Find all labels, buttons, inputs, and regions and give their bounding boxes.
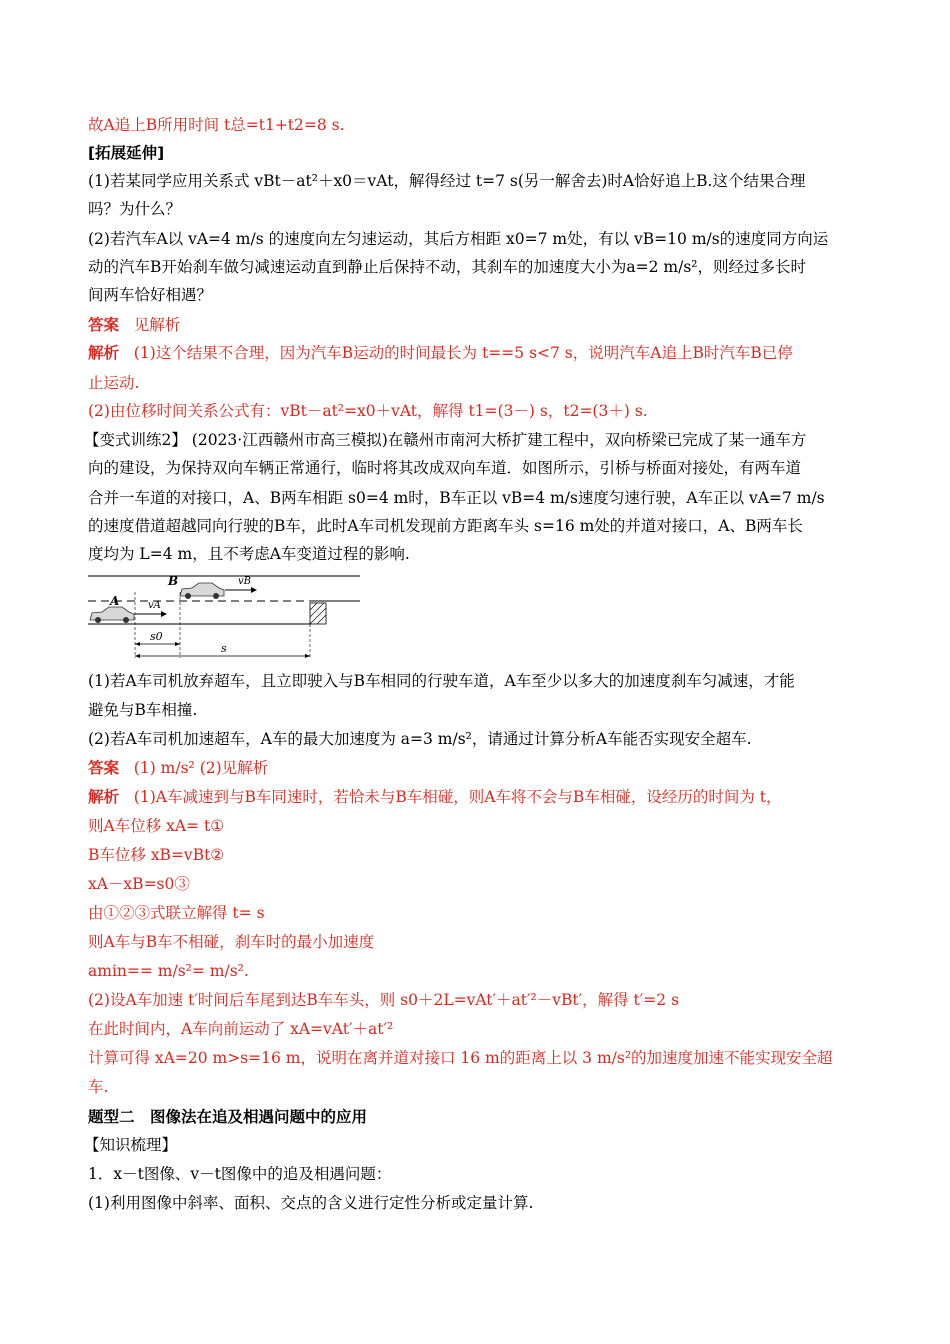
body-line: (1)利用图像中斜率、面积、交点的含义进行定性分析或定量计算. bbox=[88, 1194, 534, 1212]
analysis-line: B车位移 xB=vBt② bbox=[88, 846, 225, 864]
analysis-line: 由①②③式联立解得 t= s bbox=[88, 904, 265, 922]
analysis-text: (1)这个结果不合理，因为汽车B运动的时间最长为 t==5 s<7 s，说明汽车A追上B时汽车B已停 bbox=[133, 344, 793, 362]
question-line: 避免与B车相撞. bbox=[88, 701, 198, 719]
distance-s0-label: s0 bbox=[150, 630, 163, 643]
body-line: 1．x－t图像、v－t图像中的追及相遇问题： bbox=[88, 1165, 392, 1183]
answer-text: 见解析 bbox=[133, 316, 181, 334]
solution-conclusion: 故A追上B所用时间 t总=t1+t2=8 s. bbox=[88, 116, 345, 134]
analysis-line: 止运动. bbox=[88, 374, 140, 392]
analysis-line: 则A车位移 xA= t① bbox=[88, 817, 225, 835]
question-line: (2)若汽车A以 vA=4 m/s 的速度向左匀速运动，其后方相距 x0=7 m处，有以 vB=10 m/s的速度同方向运 bbox=[88, 230, 829, 248]
analysis-line: 则A车与B车不相碰，刹车时的最小加速度 bbox=[88, 933, 375, 951]
answer-text: (1) m/s² (2)见解析 bbox=[133, 759, 269, 777]
subsection-heading: 【知识梳理】 bbox=[84, 1136, 178, 1154]
analysis-label: 解析 bbox=[88, 344, 120, 362]
velocity-a-label: vA bbox=[148, 600, 161, 611]
answer-label: 答案 bbox=[88, 759, 120, 777]
answer-line bbox=[88, 314, 180, 336]
question-line: (1)若某同学应用关系式 vBt－at²＋x0＝vAt，解得经过 t=7 s(另一解舍去)时A恰好追上B.这个结果合理 bbox=[88, 172, 806, 190]
section-heading: 题型二 图像法在追及相遇问题中的应用 bbox=[88, 1108, 368, 1126]
velocity-b-label: vB bbox=[238, 576, 251, 587]
car-b-label: B bbox=[168, 574, 179, 588]
exercise-line: 向的建设，为保持双向车辆正常通行，临时将其改成双向车道．如图所示，引桥与桥面对接处，有两车道 bbox=[88, 459, 802, 477]
distance-s-label: s bbox=[221, 642, 227, 655]
analysis-line bbox=[88, 786, 781, 808]
question-line: 吗？为什么？ bbox=[88, 200, 182, 218]
analysis-line bbox=[88, 342, 793, 364]
analysis-line: 计算可得 xA=20 m>s=16 m，说明在离并道对接口 16 m的距离上以 3 m/s²的加速度加速不能实现安全超 bbox=[88, 1049, 833, 1067]
car-a-icon bbox=[90, 607, 134, 623]
answer-label: 答案 bbox=[88, 316, 120, 334]
question-line: 动的汽车B开始刹车做匀减速运动直到静止后保持不动，其刹车的加速度大小为a=2 m/s²，则经过多长时 bbox=[88, 258, 806, 276]
analysis-text: (1)A车减速到与B车同速时，若恰未与B车相碰，则A车将不会与B车相碰，设经历的时间为 t， bbox=[133, 788, 782, 806]
question-line: (1)若A车司机放弃超车，且立即驶入与B车相同的行驶车道，A车至少以多大的加速度刹车匀减速，才能 bbox=[88, 672, 795, 690]
analysis-line: 在此时间内，A车向前运动了 xA=vAt′＋at′² bbox=[88, 1020, 394, 1038]
exercise-line: 合并一车道的对接口，A、B两车相距 s0=4 m时，B车正以 vB=4 m/s速度匀速行驶，A车正以 vA=7 m/s bbox=[88, 489, 825, 507]
answer-line bbox=[88, 757, 268, 779]
analysis-line: amin== m/s²= m/s². bbox=[88, 962, 249, 980]
car-b-icon bbox=[180, 583, 224, 599]
car-a-label: A bbox=[110, 594, 120, 608]
analysis-label: 解析 bbox=[88, 788, 120, 806]
exercise-line: 的速度借道超越同向行驶的B车，此时A车司机发现前方距离车头 s=16 m处的并道对接口，A、B两车长 bbox=[88, 517, 803, 535]
analysis-line: 车. bbox=[88, 1078, 109, 1096]
analysis-line: xA－xB=s0③ bbox=[88, 875, 190, 893]
section-heading-extension: [拓展延伸] bbox=[88, 144, 165, 162]
question-line: 间两车恰好相遇？ bbox=[88, 286, 213, 304]
overtaking-diagram bbox=[88, 570, 368, 660]
question-line: (2)若A车司机加速超车，A车的最大加速度为 a=3 m/s²，请通过计算分析A车能否实现安全超车. bbox=[88, 730, 752, 748]
analysis-line: (2)由位移时间关系公式有：vBt－at²=x0＋vAt，解得 t1=(3－) s，t2=(3＋) s. bbox=[88, 402, 648, 420]
merge-barrier bbox=[310, 603, 326, 624]
exercise-line: 度均为 L=4 m，且不考虑A车变道过程的影响. bbox=[88, 545, 410, 563]
analysis-line: (2)设A车加速 t′时间后车尾到达B车车头，则 s0＋2L=vAt′＋at′²－vBt′，解得 t′=2 s bbox=[88, 991, 680, 1009]
exercise-line: 【变式训练2】 (2023·江西赣州市高三模拟)在赣州市南河大桥扩建工程中，双向桥梁已完成了某一通车方 bbox=[84, 431, 807, 449]
